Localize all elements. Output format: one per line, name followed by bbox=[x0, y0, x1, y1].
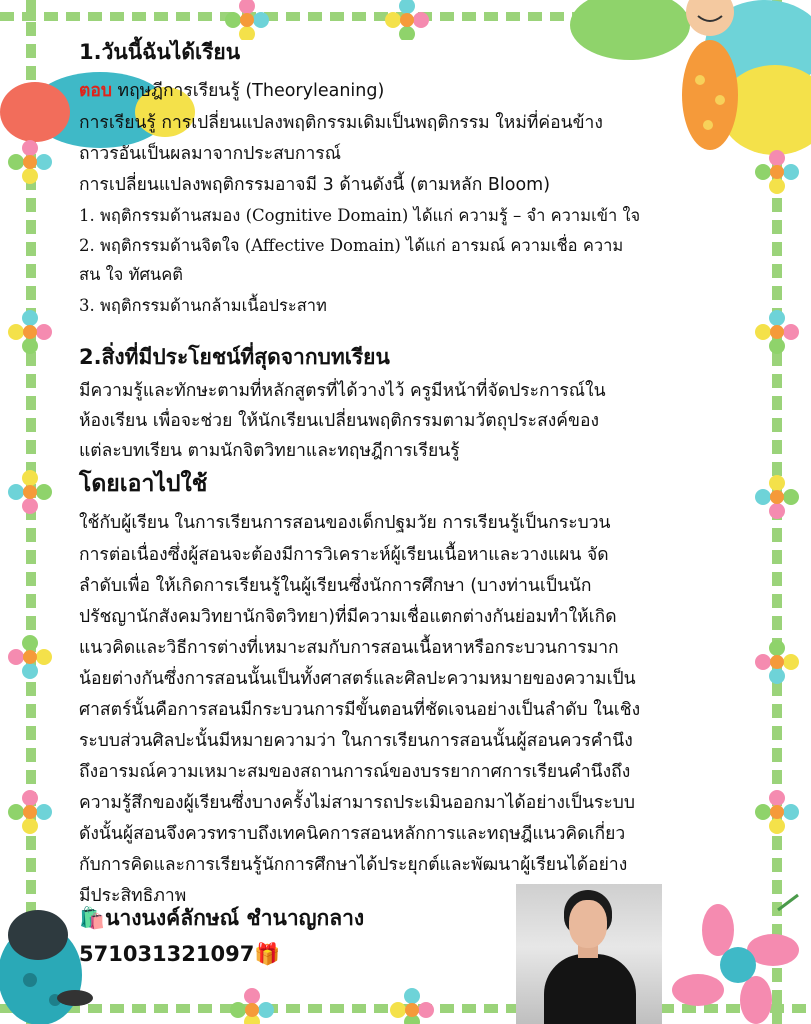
item-text: สน ใจ ทัศนคติ bbox=[79, 265, 183, 284]
domain-item bbox=[79, 203, 640, 229]
domain-item bbox=[79, 233, 623, 259]
section3-line: ปรัชญานักสังคมวิทยานักจิตวิทยา)ที่มีความเชื่อแตกต่างกันย่อมทำให้เกิด bbox=[79, 607, 617, 627]
section3-line: กับการคิดและการเรียนรู้นักการศึกษาได้ประยุกต์และพัฒนาผู้เรียนได้อย่าง bbox=[79, 855, 628, 875]
author-name-row bbox=[79, 902, 364, 935]
student-id-row bbox=[79, 942, 281, 967]
section2-heading: 2.สิ่งที่มีประโยชน์ที่สุดจากบทเรียน bbox=[79, 345, 390, 369]
section3-line: ถึงอารมณ์ความเหมาะสมของสถานการณ์ของบรรยากาศการเรียนคำนึงถึง bbox=[79, 762, 631, 782]
section3-line: ความรู้สึกของผู้เรียนซึ่งบางครั้งไม่สามารถประเมินออกมาได้อย่างเป็นระบบ bbox=[79, 793, 635, 813]
section3-line: ลำดับเพื่อ ให้เกิดการเรียนรู้ในผู้เรียนซึ่งนักการศึกษา (บางท่านเป็นนัก bbox=[79, 576, 592, 596]
section3-line: แนวคิดและวิธีการต่างที่เหมาะสมกับการสอนเนื้อหาหรือกระบวนการมาก bbox=[79, 638, 619, 658]
section1-line: การเรียนรู้ การเปลี่ยนแปลงพฤติกรรมเดิมเป็นพฤติกรรม ใหม่ที่ค่อนข้าง bbox=[79, 113, 603, 133]
section3-line: มีประสิทธิภาพ bbox=[79, 886, 187, 906]
section2-line: ห้องเรียน เพื่อจะช่วย ให้นักเรียนเปลี่ยนพฤติกรรมตามวัตถุประสงค์ของ bbox=[79, 411, 600, 431]
author-name: นางนงค์ลักษณ์ ชำนาญกลาง bbox=[105, 906, 365, 930]
section2-line: มีความรู้และทักษะตามที่หลักสูตรที่ได้วางไว้ ครูมีหน้าที่จัดประการณ์ใน bbox=[79, 381, 606, 401]
author-photo bbox=[516, 884, 662, 1024]
section3-line: ใช้กับผู้เรียน ในการเรียนการสอนของเด็กปฐมวัย การเรียนรู้เป็นกระบวน bbox=[79, 513, 611, 533]
answer-text: ทฤษฎีการเรียนรู้ (Theoryleaning) bbox=[111, 81, 385, 101]
domain-item bbox=[79, 293, 327, 319]
item-number: 2. bbox=[79, 236, 100, 255]
gift-icon: 🎁 bbox=[254, 942, 281, 966]
shopping-bag-icon: 🛍️ bbox=[79, 906, 106, 930]
section1-answer bbox=[79, 76, 384, 104]
item-text: พฤติกรรมด้านจิตใจ (Affective Domain) ได้แก่ อารมณ์ ความเชื่อ ความ bbox=[100, 236, 624, 255]
domain-item-continuation bbox=[79, 262, 183, 288]
item-text: พฤติกรรมด้านกล้ามเนื้อประสาท bbox=[100, 296, 327, 315]
section2-line: แต่ละบทเรียน ตามนักจิตวิทยาและทฤษฎีการเรียนรู้ bbox=[79, 441, 460, 461]
section1-line: การเปลี่ยนแปลงพฤติกรรมอาจมี 3 ด้านดังนี้ (ตามหลัก Bloom) bbox=[79, 175, 551, 195]
student-id: 571031321097 bbox=[79, 942, 255, 966]
item-number: 3. bbox=[79, 296, 100, 315]
answer-label: ตอบ bbox=[79, 81, 112, 101]
section3-heading: โดยเอาไปใช้ bbox=[79, 471, 208, 497]
section1-heading: 1.วันนี้ฉันได้เรียน bbox=[79, 40, 241, 64]
section3-line: น้อยต่างกันซึ่งการสอนนั้นเป็นทั้งศาสตร์และศิลปะความหมายของความเป็น bbox=[79, 669, 636, 689]
section3-line: ดังนั้นผู้สอนจึงควรทราบถึงเทคนิคการสอนหลักการและทฤษฎีแนวคิดเกี่ยว bbox=[79, 824, 626, 844]
section1-line: ถาวรอันเป็นผลมาจากประสบการณ์ bbox=[79, 144, 341, 164]
item-number: 1. bbox=[79, 206, 100, 225]
section3-line: การต่อเนื่องซึ่งผู้สอนจะต้องมีการวิเคราะห์ผู้เรียนเนื้อหาและวางแผน จัด bbox=[79, 545, 609, 565]
item-text: พฤติกรรมด้านสมอง (Cognitive Domain) ได้แก่ ความรู้ – จำ ความเข้า ใจ bbox=[100, 206, 641, 225]
section3-line: ระบบส่วนศิลปะนั้นมีหมายความว่า ในการเรียนการสอนนั้นผู้สอนควรคำนึง bbox=[79, 731, 633, 751]
section3-line: ศาสตร์นั้นคือการสอนมีกระบวนการมีขั้นตอนที่ชัดเจนอย่างเป็นลำดับ ในเชิง bbox=[79, 700, 641, 720]
